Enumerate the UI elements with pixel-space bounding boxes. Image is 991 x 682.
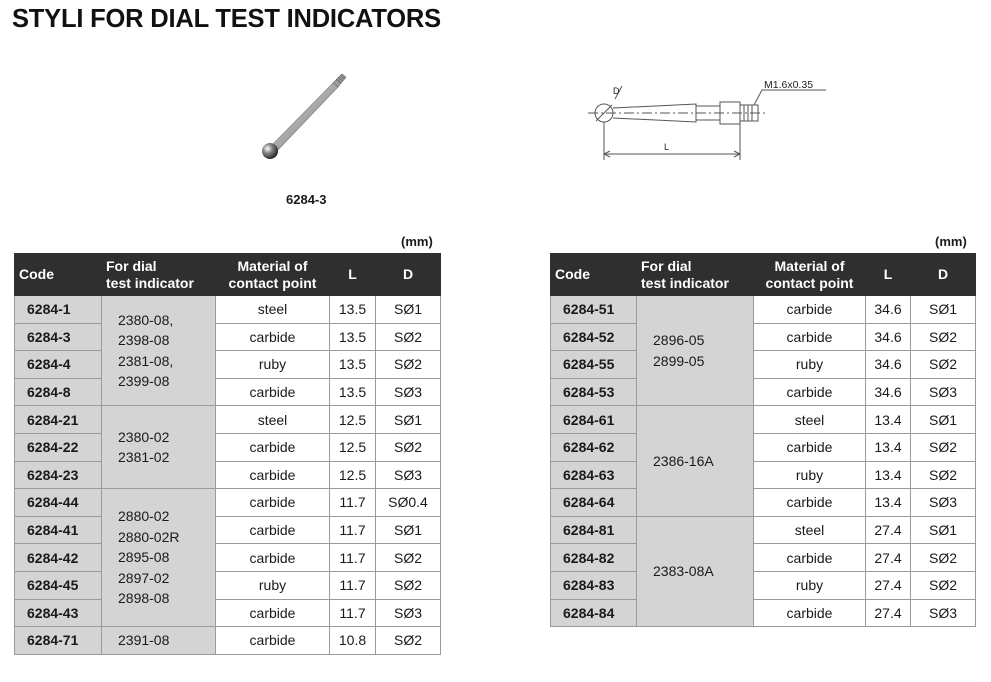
table-row [15, 516, 441, 544]
dial-indicator-model: 2398-08 [118, 332, 170, 349]
styli-table-right [550, 253, 976, 627]
cell-diameter: SØ2 [911, 351, 976, 379]
cell-length: 11.7 [330, 599, 376, 627]
table-header-row [15, 254, 441, 296]
header-code: Code [15, 254, 102, 296]
cell-length: 13.4 [866, 461, 911, 489]
cell-code: 6284-8 [15, 378, 102, 406]
table-row [15, 296, 441, 324]
table-row [551, 406, 976, 434]
cell-diameter: SØ2 [911, 544, 976, 572]
cell-code: 6284-84 [551, 599, 637, 627]
cell-dial-indicator [637, 296, 754, 406]
table-row [15, 323, 441, 351]
cell-code: 6284-21 [15, 406, 102, 434]
cell-diameter: SØ1 [376, 296, 441, 324]
cell-code: 6284-52 [551, 323, 637, 351]
table-row [15, 378, 441, 406]
cell-length: 34.6 [866, 378, 911, 406]
table-row [551, 323, 976, 351]
cell-code: 6284-22 [15, 433, 102, 461]
cell-code: 6284-71 [15, 627, 102, 655]
cell-length: 11.7 [330, 489, 376, 517]
cell-material: ruby [216, 351, 330, 379]
table-row [551, 378, 976, 406]
cell-material: ruby [216, 571, 330, 599]
cell-length: 34.6 [866, 323, 911, 351]
cell-code: 6284-83 [551, 571, 637, 599]
cell-diameter: SØ3 [911, 489, 976, 517]
cell-diameter: SØ3 [911, 378, 976, 406]
cell-material: ruby [754, 351, 866, 379]
dial-indicator-model: 2391-08 [118, 632, 170, 649]
cell-code: 6284-82 [551, 544, 637, 572]
cell-length: 12.5 [330, 433, 376, 461]
cell-length: 12.5 [330, 406, 376, 434]
table-row [551, 489, 976, 517]
cell-material: carbide [754, 296, 866, 324]
cell-length: 13.4 [866, 433, 911, 461]
cell-diameter: SØ2 [911, 461, 976, 489]
cell-diameter: SØ3 [376, 461, 441, 489]
cell-code: 6284-51 [551, 296, 637, 324]
cell-material: carbide [216, 461, 330, 489]
cell-diameter: SØ2 [911, 323, 976, 351]
cell-material: carbide [216, 378, 330, 406]
cell-length: 34.6 [866, 296, 911, 324]
cell-material: carbide [754, 378, 866, 406]
cell-length: 11.7 [330, 544, 376, 572]
header-code: Code [551, 254, 637, 296]
cell-diameter: SØ2 [376, 323, 441, 351]
cell-length: 34.6 [866, 351, 911, 379]
table-row [15, 544, 441, 572]
dial-indicator-model: 2880-02 [118, 508, 170, 525]
cell-material: ruby [754, 571, 866, 599]
header-material: Material of contact point [754, 254, 866, 296]
header-length: L [866, 254, 911, 296]
cell-diameter: SØ1 [911, 516, 976, 544]
dial-indicator-model: 2380-08, [118, 311, 174, 328]
photo-caption: 6284-3 [286, 192, 327, 207]
table-row [551, 571, 976, 599]
cell-material: carbide [216, 599, 330, 627]
header-dial-indicator: For dial test indicator [102, 254, 216, 296]
cell-diameter: SØ2 [376, 544, 441, 572]
cell-diameter: SØ2 [376, 351, 441, 379]
table-row [15, 406, 441, 434]
dial-indicator-model: 2895-08 [118, 549, 170, 566]
cell-code: 6284-63 [551, 461, 637, 489]
cell-material: carbide [216, 516, 330, 544]
cell-diameter: SØ2 [911, 433, 976, 461]
table-header-row [551, 254, 976, 296]
cell-code: 6284-53 [551, 378, 637, 406]
dial-indicator-model: 2899-05 [653, 352, 705, 369]
cell-material: carbide [216, 433, 330, 461]
header-length: L [330, 254, 376, 296]
cell-length: 13.4 [866, 489, 911, 517]
dial-indicator-model: 2383-08A [653, 563, 714, 580]
table-row [551, 544, 976, 572]
cell-material: carbide [216, 489, 330, 517]
cell-length: 27.4 [866, 516, 911, 544]
styli-table-left [14, 253, 441, 655]
cell-material: steel [754, 406, 866, 434]
table-row [551, 351, 976, 379]
cell-code: 6284-3 [15, 323, 102, 351]
cell-code: 6284-43 [15, 599, 102, 627]
header-material: Material of contact point [216, 254, 330, 296]
cell-diameter: SØ3 [376, 378, 441, 406]
dial-indicator-model: 2399-08 [118, 373, 170, 390]
cell-material: carbide [754, 433, 866, 461]
table-row [551, 296, 976, 324]
cell-material: carbide [216, 627, 330, 655]
cell-dial-indicator [102, 296, 216, 406]
cell-code: 6284-42 [15, 544, 102, 572]
cell-diameter: SØ1 [376, 516, 441, 544]
cell-material: steel [754, 516, 866, 544]
cell-material: carbide [754, 323, 866, 351]
page-title: STYLI FOR DIAL TEST INDICATORS [12, 5, 441, 33]
cell-diameter: SØ2 [376, 627, 441, 655]
cell-material: steel [216, 406, 330, 434]
dial-indicator-model: 2381-02 [118, 449, 170, 466]
cell-dial-indicator [637, 406, 754, 516]
cell-code: 6284-81 [551, 516, 637, 544]
cell-length: 10.8 [330, 627, 376, 655]
cell-length: 13.4 [866, 406, 911, 434]
diameter-label: D [613, 86, 620, 96]
cell-diameter: SØ1 [376, 406, 441, 434]
cell-diameter: SØ3 [911, 599, 976, 627]
cell-length: 27.4 [866, 544, 911, 572]
table-row [551, 433, 976, 461]
cell-length: 11.7 [330, 571, 376, 599]
cell-code: 6284-1 [15, 296, 102, 324]
cell-length: 13.5 [330, 351, 376, 379]
dial-indicator-model: 2380-02 [118, 428, 170, 445]
cell-dial-indicator [102, 627, 216, 655]
cell-code: 6284-61 [551, 406, 637, 434]
stylus-dimension-drawing [588, 80, 848, 165]
table-row [15, 599, 441, 627]
cell-material: carbide [754, 544, 866, 572]
header-diameter: D [911, 254, 976, 296]
table-row [15, 461, 441, 489]
cell-diameter: SØ0.4 [376, 489, 441, 517]
cell-dial-indicator [102, 406, 216, 489]
header-diameter: D [376, 254, 441, 296]
cell-length: 27.4 [866, 599, 911, 627]
cell-code: 6284-55 [551, 351, 637, 379]
cell-material: ruby [754, 461, 866, 489]
cell-dial-indicator [637, 516, 754, 626]
table-row [15, 571, 441, 599]
cell-material: carbide [216, 323, 330, 351]
cell-length: 27.4 [866, 571, 911, 599]
table-row [551, 599, 976, 627]
table-row [15, 627, 441, 655]
cell-length: 13.5 [330, 378, 376, 406]
cell-length: 12.5 [330, 461, 376, 489]
dial-indicator-model: 2381-08, [118, 352, 174, 369]
cell-code: 6284-64 [551, 489, 637, 517]
dial-indicator-model: 2896-05 [653, 332, 705, 349]
cell-diameter: SØ2 [376, 571, 441, 599]
dial-indicator-model: 2897-02 [118, 569, 170, 586]
cell-material: carbide [216, 544, 330, 572]
cell-diameter: SØ2 [376, 433, 441, 461]
cell-material: carbide [754, 489, 866, 517]
cell-diameter: SØ2 [911, 571, 976, 599]
cell-length: 13.5 [330, 323, 376, 351]
cell-diameter: SØ1 [911, 406, 976, 434]
cell-code: 6284-45 [15, 571, 102, 599]
unit-label-right: (mm) [935, 234, 967, 249]
table-row [551, 516, 976, 544]
table-row [15, 489, 441, 517]
dial-indicator-model: 2880-02R [118, 528, 180, 545]
cell-dial-indicator [102, 489, 216, 627]
table-row [15, 433, 441, 461]
cell-material: steel [216, 296, 330, 324]
cell-code: 6284-4 [15, 351, 102, 379]
cell-code: 6284-62 [551, 433, 637, 461]
cell-diameter: SØ1 [911, 296, 976, 324]
stylus-photo [250, 65, 360, 175]
cell-material: carbide [754, 599, 866, 627]
cell-code: 6284-41 [15, 516, 102, 544]
cell-code: 6284-23 [15, 461, 102, 489]
header-dial-indicator: For dial test indicator [637, 254, 754, 296]
cell-diameter: SØ3 [376, 599, 441, 627]
cell-length: 13.5 [330, 296, 376, 324]
cell-length: 11.7 [330, 516, 376, 544]
length-label: L [664, 142, 670, 152]
dial-indicator-model: 2386-16A [653, 452, 714, 469]
cell-code: 6284-44 [15, 489, 102, 517]
unit-label-left: (mm) [401, 234, 433, 249]
dial-indicator-model: 2898-08 [118, 590, 170, 607]
table-row [551, 461, 976, 489]
thread-label: M1.6x0.35 [764, 80, 814, 91]
table-row [15, 351, 441, 379]
